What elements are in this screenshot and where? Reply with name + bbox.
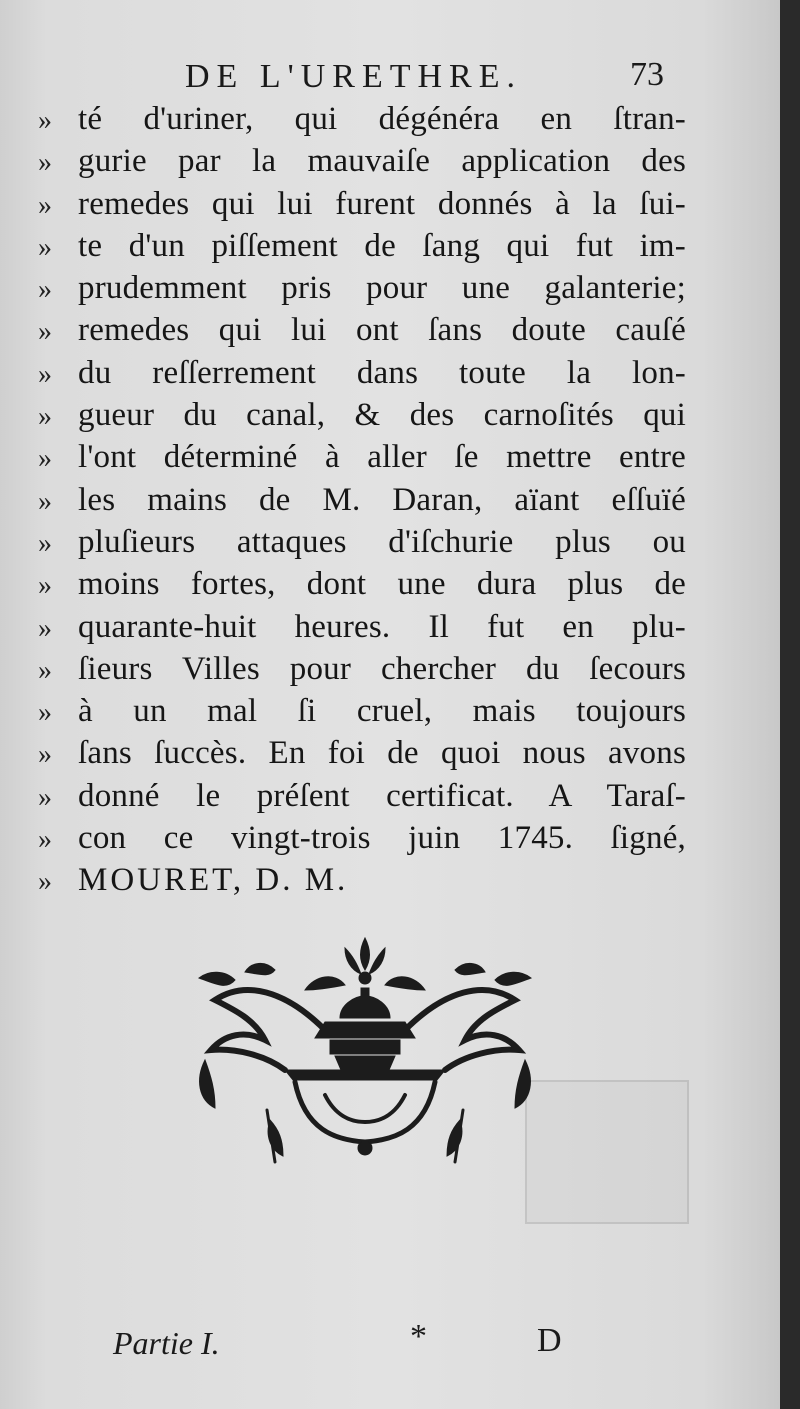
text-line — [38, 862, 686, 904]
text-line — [38, 651, 686, 693]
line-text: gueur du canal, & des carnoſités qui — [78, 397, 686, 434]
text-line — [38, 735, 686, 777]
guillemet-mark: » — [38, 274, 52, 306]
text-line — [38, 524, 686, 566]
text-line — [38, 355, 686, 397]
guillemet-mark: » — [38, 401, 52, 433]
line-text: con ce vingt-trois juin 1745. ſigné, — [78, 820, 686, 857]
line-text: donné le préſent certificat. A Taraſ- — [78, 777, 686, 814]
text-line — [38, 566, 686, 608]
signature-line: MOURET, D. M. — [78, 862, 349, 899]
guillemet-mark: » — [38, 739, 52, 771]
line-text: à un mal ſi cruel, mais toujours — [78, 693, 686, 730]
text-line — [38, 778, 686, 820]
line-text: te d'un piſſement de ſang qui fut im- — [78, 227, 686, 264]
guillemet-mark: » — [38, 697, 52, 729]
text-line — [38, 101, 686, 143]
guillemet-mark: » — [38, 358, 52, 390]
text-line — [38, 439, 686, 481]
text-line — [38, 397, 686, 439]
guillemet-mark: » — [38, 189, 52, 221]
running-head: DE L'URETHRE. — [185, 58, 522, 95]
line-text: té d'uriner, qui dégénéra en ſtran- — [78, 101, 686, 137]
guillemet-mark: » — [38, 612, 52, 644]
line-text: ſieurs Villes pour chercher du ſecours — [78, 650, 686, 687]
line-text: remedes qui lui ont ſans doute cauſé — [78, 312, 686, 349]
guillemet-mark: » — [38, 147, 52, 179]
guillemet-mark: » — [38, 443, 52, 475]
text-line — [38, 270, 686, 312]
line-text: gurie par la mauvaiſe application des — [78, 143, 686, 180]
text-line — [38, 228, 686, 270]
signature-star: * — [410, 1318, 427, 1355]
line-text: les mains de M. Daran, aïant eſſuïé — [78, 481, 686, 518]
signature-mark-right: D — [537, 1322, 562, 1359]
line-text: remedes qui lui furent donnés à la ſui- — [78, 185, 686, 222]
line-text: pluſieurs attaques d'iſchurie plus ou — [78, 523, 686, 560]
line-text: du reſſerrement dans toute la lon- — [78, 354, 686, 391]
guillemet-mark: » — [38, 231, 52, 263]
text-line — [38, 312, 686, 354]
guillemet-mark: » — [38, 654, 52, 686]
line-text: ſans ſuccès. En foi de quoi nous avons — [78, 735, 686, 772]
line-text: l'ont déterminé à aller ſe mettre entre — [78, 439, 686, 476]
text-line — [38, 820, 686, 862]
guillemet-mark: » — [38, 105, 52, 136]
line-text: moins fortes, dont une dura plus de — [78, 566, 686, 603]
guillemet-mark: » — [38, 485, 52, 517]
body-text — [38, 101, 686, 905]
text-line — [38, 693, 686, 735]
floral-urn-ornament-icon — [175, 930, 555, 1170]
line-text: quarante-huit heures. Il fut en plu- — [78, 608, 686, 645]
guillemet-mark: » — [38, 824, 52, 856]
text-line — [38, 482, 686, 524]
text-line — [38, 143, 686, 185]
text-line — [38, 186, 686, 228]
guillemet-mark: » — [38, 781, 52, 813]
line-text: prudemment pris pour une galanterie; — [78, 270, 686, 307]
guillemet-mark: » — [38, 570, 52, 602]
signature-mark-left: Partie I. — [113, 1325, 220, 1361]
guillemet-mark: » — [38, 527, 52, 559]
guillemet-mark: » — [38, 316, 52, 348]
text-line — [38, 609, 686, 651]
page-number: 73 — [630, 56, 664, 93]
guillemet-mark: » — [38, 866, 52, 898]
